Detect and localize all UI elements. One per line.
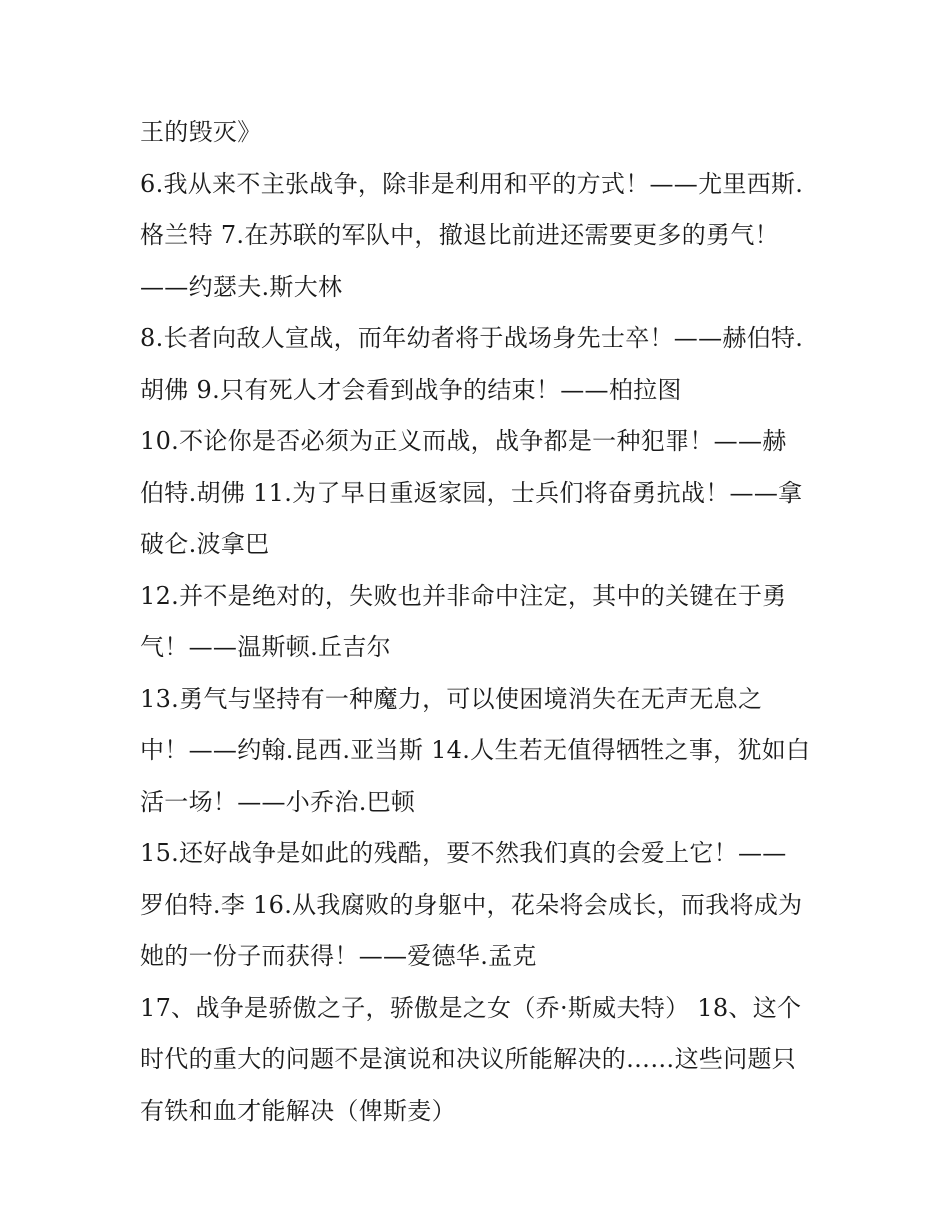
text-line: 伯特.胡佛 11.为了早日重返家园，士兵们将奋勇抗战！——拿 (140, 478, 803, 507)
text-line: 气！——温斯顿.丘吉尔 (140, 633, 391, 661)
text-line: 王的毁灭》 (140, 118, 262, 146)
text-line: 12.并不是绝对的，失败也并非命中注定，其中的关键在于勇 (140, 581, 787, 610)
text-line: 胡佛 9.只有死人才会看到战争的结束！——柏拉图 (140, 375, 682, 404)
text-line: 6.我从来不主张战争，除非是利用和平的方式！——尤里西斯. (140, 169, 804, 198)
text-line: 破仑.波拿巴 (140, 530, 270, 558)
text-line: 17、战争是骄傲之子，骄傲是之女（乔·斯威夫特） 18、这个 (140, 993, 802, 1022)
text-line: 中！——约翰.昆西.亚当斯 14.人生若无值得牺牲之事，犹如白 (140, 736, 811, 764)
quote-text-block (140, 107, 820, 1137)
text-line: 罗伯特.李 16.从我腐败的身躯中，花朵将会成长，而我将成为 (140, 890, 803, 919)
text-line: 8.长者向敌人宣战，而年幼者将于战场身先士卒！——赫伯特. (140, 324, 804, 352)
text-line: ——约瑟夫.斯大林 (140, 272, 343, 301)
text-line: 她的一份子而获得！——爱德华.孟克 (140, 942, 537, 970)
text-line: 活一场！——小乔治.巴顿 (140, 787, 416, 816)
text-line: 有铁和血才能解决（俾斯麦） (140, 1096, 456, 1125)
text-line: 格兰特 7.在苏联的军队中，撤退比前进还需要更多的勇气！ (140, 221, 779, 249)
text-line: 13.勇气与坚持有一种魔力，可以使困境消失在无声无息之 (140, 684, 763, 713)
text-line: 时代的重大的问题不是演说和决议所能解决的……这些问题只 (140, 1045, 797, 1073)
text-line: 15.还好战争是如此的残酷，要不然我们真的会爱上它！—— (140, 839, 787, 867)
text-line: 10.不论你是否必须为正义而战，战争都是一种犯罪！——赫 (140, 427, 787, 455)
